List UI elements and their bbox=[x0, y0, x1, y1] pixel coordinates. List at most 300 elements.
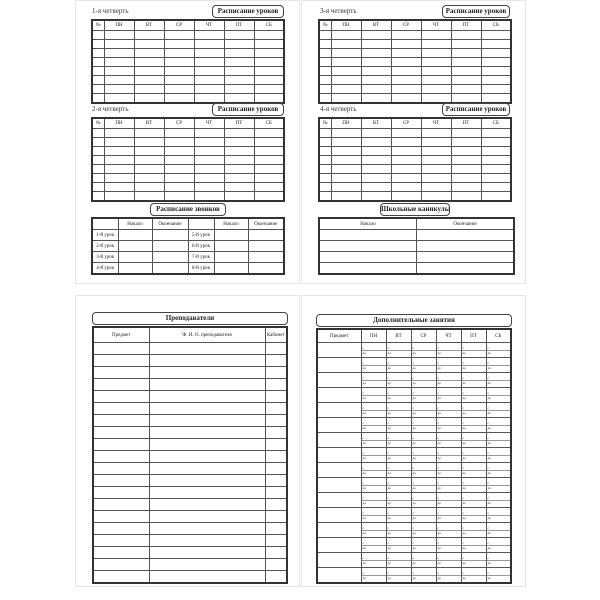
table-cell bbox=[134, 85, 164, 94]
time-cell bbox=[361, 523, 386, 538]
to-label: до bbox=[462, 410, 467, 415]
time-cell bbox=[461, 418, 486, 433]
to-label: до bbox=[362, 560, 367, 565]
subject-cell bbox=[317, 433, 361, 448]
column-header: ПТ bbox=[224, 118, 254, 129]
from-label: с bbox=[487, 346, 511, 351]
table-row bbox=[92, 40, 284, 49]
table-cell bbox=[134, 147, 164, 156]
time-cell bbox=[486, 343, 511, 358]
time-cell bbox=[386, 538, 411, 553]
time-cell bbox=[436, 433, 461, 448]
table-cell bbox=[92, 76, 104, 85]
table-cell bbox=[149, 439, 265, 451]
table-row bbox=[93, 547, 287, 559]
to-label: до bbox=[387, 530, 392, 535]
table-cell bbox=[331, 58, 361, 67]
table-cell bbox=[391, 129, 421, 138]
table-cell bbox=[93, 475, 149, 487]
from-label: с bbox=[412, 556, 436, 561]
table-cell bbox=[451, 31, 481, 40]
table-cell bbox=[481, 183, 511, 192]
time-cell bbox=[386, 493, 411, 508]
to-label: до bbox=[362, 410, 367, 415]
table-cell bbox=[361, 183, 391, 192]
quarter-4-schedule-table bbox=[318, 117, 512, 202]
time-cell bbox=[386, 433, 411, 448]
table-cell bbox=[152, 263, 188, 275]
table-row bbox=[319, 138, 511, 147]
to-label: до bbox=[487, 425, 492, 430]
from-label: с bbox=[387, 451, 411, 456]
table-cell bbox=[248, 252, 284, 263]
bells-title: Расписание звонков bbox=[150, 203, 226, 216]
from-label: с bbox=[487, 436, 511, 441]
column-header: ПН bbox=[361, 329, 386, 343]
subject-cell bbox=[317, 373, 361, 388]
table-cell bbox=[331, 138, 361, 147]
column-header: ВТ bbox=[361, 20, 391, 31]
table-row bbox=[319, 165, 511, 174]
from-label: с bbox=[412, 361, 436, 366]
quarter-1-label: 1-я четверть bbox=[92, 7, 129, 15]
from-label: с bbox=[437, 556, 461, 561]
to-label: до bbox=[437, 350, 442, 355]
table-cell bbox=[451, 76, 481, 85]
table-cell bbox=[319, 138, 331, 147]
table-cell bbox=[224, 94, 254, 104]
holidays-title: Школьные каникулы bbox=[380, 203, 450, 216]
table-cell bbox=[319, 85, 331, 94]
subject-cell bbox=[317, 508, 361, 523]
table-cell bbox=[149, 391, 265, 403]
table-row bbox=[93, 439, 287, 451]
time-cell bbox=[386, 448, 411, 463]
to-label: до bbox=[437, 410, 442, 415]
from-label: с bbox=[462, 466, 486, 471]
to-label: до bbox=[412, 455, 417, 460]
from-label: с bbox=[437, 511, 461, 516]
table-cell bbox=[194, 174, 224, 183]
table-cell bbox=[361, 58, 391, 67]
table-cell bbox=[93, 367, 149, 379]
to-label: до bbox=[487, 395, 492, 400]
subject-cell bbox=[317, 523, 361, 538]
from-label: с bbox=[387, 436, 411, 441]
table-header-row bbox=[92, 218, 284, 230]
table-cell bbox=[361, 76, 391, 85]
table-cell bbox=[214, 230, 248, 241]
table-cell bbox=[254, 40, 284, 49]
time-cell bbox=[461, 343, 486, 358]
from-label: с bbox=[412, 436, 436, 441]
table-cell bbox=[194, 165, 224, 174]
subject-cell bbox=[317, 463, 361, 478]
to-label: до bbox=[462, 560, 467, 565]
table-row bbox=[317, 373, 511, 388]
table-cell bbox=[254, 192, 284, 202]
table-header-row bbox=[92, 20, 284, 31]
table-cell bbox=[417, 252, 515, 263]
column-header: № bbox=[92, 118, 104, 129]
table-cell bbox=[93, 559, 149, 571]
table-cell bbox=[93, 499, 149, 511]
table-cell bbox=[319, 58, 331, 67]
from-label: с bbox=[487, 526, 511, 531]
table-cell bbox=[421, 156, 451, 165]
table-cell bbox=[417, 263, 515, 275]
table-cell bbox=[331, 67, 361, 76]
time-cell bbox=[386, 568, 411, 584]
table-cell bbox=[319, 174, 331, 183]
table-cell bbox=[361, 174, 391, 183]
table-cell bbox=[265, 367, 287, 379]
table-row bbox=[92, 85, 284, 94]
time-cell bbox=[436, 448, 461, 463]
table-cell bbox=[331, 165, 361, 174]
table-cell bbox=[224, 67, 254, 76]
table-cell bbox=[254, 76, 284, 85]
table-cell bbox=[254, 49, 284, 58]
table-cell bbox=[421, 76, 451, 85]
table-row bbox=[93, 463, 287, 475]
table-row bbox=[319, 183, 511, 192]
subject-cell bbox=[317, 448, 361, 463]
table-cell bbox=[254, 85, 284, 94]
column-header: СБ bbox=[254, 118, 284, 129]
time-cell bbox=[361, 403, 386, 418]
table-cell bbox=[104, 94, 134, 104]
table-cell bbox=[265, 355, 287, 367]
subject-cell bbox=[317, 343, 361, 358]
from-label: с bbox=[412, 451, 436, 456]
column-header: СР bbox=[164, 118, 194, 129]
subject-cell bbox=[317, 538, 361, 553]
column-header: ЧТ bbox=[421, 20, 451, 31]
from-label: с bbox=[387, 391, 411, 396]
table-cell bbox=[149, 475, 265, 487]
from-label: с bbox=[462, 451, 486, 456]
from-label: с bbox=[487, 451, 511, 456]
table-cell bbox=[319, 156, 331, 165]
table-row bbox=[93, 499, 287, 511]
table-cell bbox=[93, 511, 149, 523]
table-row bbox=[319, 58, 511, 67]
to-label: до bbox=[412, 500, 417, 505]
table-cell bbox=[104, 165, 134, 174]
from-label: с bbox=[387, 406, 411, 411]
table-cell bbox=[481, 129, 511, 138]
time-cell bbox=[361, 508, 386, 523]
column-header: Окончание bbox=[248, 218, 284, 230]
column-header: СБ bbox=[254, 20, 284, 31]
to-label: до bbox=[437, 515, 442, 520]
table-cell bbox=[391, 67, 421, 76]
table-cell bbox=[319, 241, 417, 252]
from-label: с bbox=[412, 541, 436, 546]
time-cell bbox=[386, 388, 411, 403]
extra-classes-table bbox=[316, 328, 512, 584]
time-cell bbox=[486, 418, 511, 433]
quarter-3-title: Расписание уроков bbox=[442, 5, 510, 18]
column-header: СР bbox=[164, 20, 194, 31]
to-label: до bbox=[362, 470, 367, 475]
from-label: с bbox=[437, 361, 461, 366]
table-cell bbox=[149, 379, 265, 391]
table-cell bbox=[451, 40, 481, 49]
time-cell bbox=[411, 493, 436, 508]
table-cell bbox=[164, 183, 194, 192]
time-cell bbox=[461, 433, 486, 448]
from-label: с bbox=[487, 421, 511, 426]
table-cell bbox=[331, 156, 361, 165]
table-cell bbox=[391, 58, 421, 67]
to-label: до bbox=[437, 560, 442, 565]
teachers-table bbox=[92, 326, 288, 584]
from-label: с bbox=[412, 346, 436, 351]
time-cell bbox=[411, 553, 436, 568]
time-cell bbox=[386, 343, 411, 358]
table-row bbox=[319, 174, 511, 183]
table-cell bbox=[149, 523, 265, 535]
from-label: с bbox=[437, 406, 461, 411]
column-header bbox=[92, 218, 118, 230]
to-label: до bbox=[387, 350, 392, 355]
from-label: с bbox=[362, 406, 386, 411]
table-cell bbox=[361, 49, 391, 58]
from-label: с bbox=[412, 511, 436, 516]
column-header: Ф. И. О. преподавателя bbox=[149, 327, 265, 343]
column-header: № bbox=[319, 118, 331, 129]
subject-cell bbox=[317, 493, 361, 508]
quarter-1-schedule-table bbox=[91, 19, 285, 104]
table-cell bbox=[149, 403, 265, 415]
table-cell bbox=[254, 58, 284, 67]
column-header: № bbox=[319, 20, 331, 31]
to-label: до bbox=[462, 455, 467, 460]
from-label: с bbox=[487, 511, 511, 516]
from-label: с bbox=[412, 571, 436, 576]
table-header-row bbox=[319, 118, 511, 129]
table-cell bbox=[214, 252, 248, 263]
to-label: до bbox=[487, 575, 492, 580]
table-cell bbox=[149, 547, 265, 559]
table-cell bbox=[93, 355, 149, 367]
table-cell bbox=[421, 183, 451, 192]
table-cell bbox=[92, 183, 104, 192]
table-cell bbox=[451, 156, 481, 165]
to-label: до bbox=[362, 515, 367, 520]
from-label: с bbox=[437, 541, 461, 546]
time-cell bbox=[361, 538, 386, 553]
table-cell bbox=[149, 343, 265, 355]
table-cell bbox=[194, 31, 224, 40]
table-cell bbox=[104, 156, 134, 165]
from-label: с bbox=[387, 511, 411, 516]
table-row bbox=[317, 463, 511, 478]
table-cell bbox=[134, 138, 164, 147]
table-header-row bbox=[93, 327, 287, 343]
quarter-4-title: Расписание уроков bbox=[442, 103, 510, 116]
teachers-title: Преподаватели bbox=[92, 312, 288, 325]
to-label: до bbox=[387, 365, 392, 370]
table-cell bbox=[391, 192, 421, 202]
to-label: до bbox=[487, 365, 492, 370]
from-label: с bbox=[362, 421, 386, 426]
time-cell bbox=[436, 388, 461, 403]
table-row bbox=[92, 147, 284, 156]
table-cell bbox=[331, 129, 361, 138]
table-cell bbox=[265, 535, 287, 547]
table-row bbox=[317, 343, 511, 358]
time-cell bbox=[411, 418, 436, 433]
table-cell bbox=[254, 129, 284, 138]
table-row bbox=[319, 230, 514, 241]
table-cell bbox=[134, 94, 164, 104]
table-cell bbox=[265, 463, 287, 475]
table-cell bbox=[391, 31, 421, 40]
table-cell bbox=[391, 76, 421, 85]
column-header: СР bbox=[391, 20, 421, 31]
table-row bbox=[319, 49, 511, 58]
table-cell bbox=[451, 165, 481, 174]
table-cell bbox=[319, 40, 331, 49]
table-cell bbox=[481, 192, 511, 202]
table-row bbox=[319, 94, 511, 104]
to-label: до bbox=[487, 350, 492, 355]
table-cell bbox=[481, 138, 511, 147]
table-cell bbox=[254, 31, 284, 40]
from-label: с bbox=[437, 571, 461, 576]
to-label: до bbox=[487, 455, 492, 460]
to-label: до bbox=[412, 515, 417, 520]
time-cell bbox=[486, 448, 511, 463]
table-row bbox=[92, 31, 284, 40]
to-label: до bbox=[362, 380, 367, 385]
table-cell bbox=[164, 156, 194, 165]
table-cell bbox=[134, 76, 164, 85]
table-row bbox=[93, 343, 287, 355]
table-cell bbox=[224, 183, 254, 192]
from-label: с bbox=[362, 391, 386, 396]
table-cell bbox=[92, 156, 104, 165]
to-label: до bbox=[462, 350, 467, 355]
from-label: с bbox=[462, 376, 486, 381]
table-row bbox=[92, 241, 284, 252]
lesson-label: 5-й урок bbox=[188, 230, 214, 241]
to-label: до bbox=[462, 440, 467, 445]
table-cell bbox=[319, 49, 331, 58]
from-label: с bbox=[462, 496, 486, 501]
table-cell bbox=[248, 230, 284, 241]
table-cell bbox=[481, 58, 511, 67]
table-cell bbox=[134, 40, 164, 49]
to-label: до bbox=[362, 530, 367, 535]
table-cell bbox=[421, 94, 451, 104]
table-row bbox=[319, 241, 514, 252]
table-cell bbox=[417, 230, 515, 241]
table-cell bbox=[361, 40, 391, 49]
table-cell bbox=[481, 174, 511, 183]
column-header: Предмет bbox=[93, 327, 149, 343]
table-row bbox=[93, 487, 287, 499]
column-header: Окончание bbox=[417, 218, 515, 230]
table-cell bbox=[224, 129, 254, 138]
table-row bbox=[93, 355, 287, 367]
table-cell bbox=[149, 463, 265, 475]
to-label: до bbox=[362, 425, 367, 430]
lesson-label: 6-й урок bbox=[188, 241, 214, 252]
to-label: до bbox=[387, 425, 392, 430]
time-cell bbox=[361, 388, 386, 403]
table-cell bbox=[331, 94, 361, 104]
table-cell bbox=[319, 67, 331, 76]
table-row bbox=[319, 67, 511, 76]
table-cell bbox=[421, 129, 451, 138]
subject-cell bbox=[317, 358, 361, 373]
table-cell bbox=[149, 415, 265, 427]
to-label: до bbox=[362, 575, 367, 580]
table-cell bbox=[93, 571, 149, 584]
time-cell bbox=[461, 538, 486, 553]
table-cell bbox=[93, 403, 149, 415]
lesson-label: 7-й урок bbox=[188, 252, 214, 263]
table-cell bbox=[391, 174, 421, 183]
time-cell bbox=[461, 508, 486, 523]
table-cell bbox=[361, 67, 391, 76]
table-cell bbox=[149, 499, 265, 511]
table-row bbox=[317, 403, 511, 418]
table-cell bbox=[118, 241, 152, 252]
time-cell bbox=[361, 373, 386, 388]
table-row bbox=[317, 508, 511, 523]
from-label: с bbox=[387, 481, 411, 486]
table-row bbox=[319, 85, 511, 94]
table-cell bbox=[164, 76, 194, 85]
table-cell bbox=[451, 138, 481, 147]
from-label: с bbox=[362, 481, 386, 486]
time-cell bbox=[436, 358, 461, 373]
to-label: до bbox=[437, 470, 442, 475]
table-row bbox=[319, 263, 514, 275]
table-cell bbox=[104, 85, 134, 94]
table-cell bbox=[361, 129, 391, 138]
table-cell bbox=[421, 58, 451, 67]
table-cell bbox=[265, 427, 287, 439]
table-cell bbox=[194, 58, 224, 67]
table-cell bbox=[92, 174, 104, 183]
from-label: с bbox=[362, 436, 386, 441]
table-cell bbox=[421, 192, 451, 202]
table-cell bbox=[164, 31, 194, 40]
table-cell bbox=[319, 230, 417, 241]
from-label: с bbox=[387, 346, 411, 351]
to-label: до bbox=[412, 425, 417, 430]
to-label: до bbox=[487, 515, 492, 520]
table-cell bbox=[481, 40, 511, 49]
table-row bbox=[93, 415, 287, 427]
time-cell bbox=[386, 418, 411, 433]
to-label: до bbox=[487, 470, 492, 475]
table-cell bbox=[194, 147, 224, 156]
table-cell bbox=[134, 174, 164, 183]
table-cell bbox=[451, 58, 481, 67]
table-cell bbox=[134, 31, 164, 40]
table-cell bbox=[104, 67, 134, 76]
time-cell bbox=[461, 553, 486, 568]
table-cell bbox=[104, 183, 134, 192]
to-label: до bbox=[412, 365, 417, 370]
